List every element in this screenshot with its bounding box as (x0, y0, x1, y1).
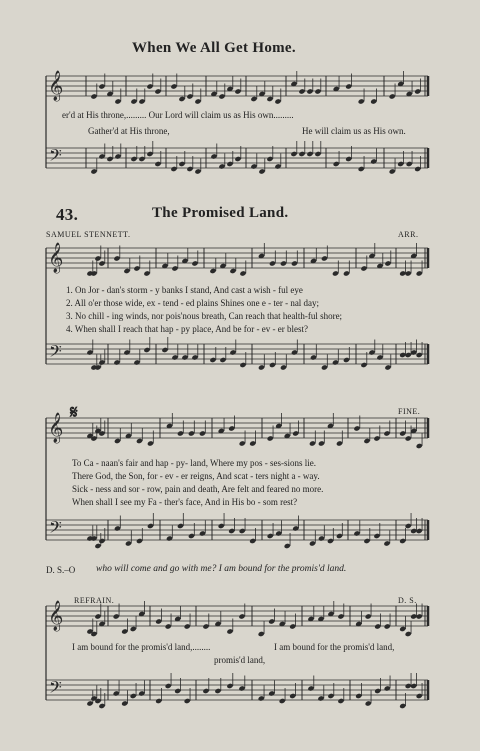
treble-clef-icon: 𝄞 (48, 413, 64, 443)
bass-clef-icon: 𝄢 (49, 341, 62, 365)
verse-line: Sick - ness and sor - row, pain and death, Are felt and feared no more. (72, 484, 324, 494)
segno-icon: 𝄋 (70, 402, 78, 423)
treble-clef-icon: 𝄞 (48, 71, 64, 101)
verse-line: 4. When shall I reach that hap - py place, And be for - ev - er blest? (66, 324, 308, 334)
verse-line: 3. No chill - ing winds, nor pois'nous breath, Can reach that health-ful shore; (66, 311, 343, 321)
ds-label: D. S.–O (46, 565, 76, 575)
refrain-line-1b: I am bound for the promis'd land, (274, 642, 395, 652)
bass-clef-icon: 𝄢 (49, 677, 62, 701)
hymn-number: 43. (56, 205, 79, 224)
verse-line: To Ca - naan's fair and hap - py- land, Where my pos - ses-sions lie. (72, 458, 317, 468)
bass-clef-icon: 𝄢 (49, 517, 62, 541)
verse-line: 1. On Jor - dan's storm - y banks I stand, And cast a wish - ful eye (66, 285, 303, 295)
bass-clef-icon: 𝄢 (49, 145, 62, 169)
fine-marker: FINE. (398, 407, 421, 416)
prev-hymn-title: When We All Get Home. (132, 40, 296, 56)
prev-lyric-line-2a: Gather'd at His throne, (88, 126, 170, 136)
hymn-arranger: ARR. (398, 230, 419, 239)
refrain-ds-marker: D. S. (398, 596, 417, 605)
treble-clef-icon: 𝄞 (48, 243, 64, 273)
refrain-line-1a: I am bound for the promis'd land,........ (72, 642, 211, 652)
treble-clef-icon: 𝄞 (48, 601, 64, 631)
verse-line: When shall I see my Fa - ther's face, And in His bo - som rest? (72, 497, 298, 507)
refrain-line-2: promis'd land, (214, 655, 266, 665)
verse-line: There God, the Son, for - ev - er reigns, And scat - ters night a - way. (72, 471, 320, 481)
prev-lyric-line-2b: He will claim us as His own. (302, 126, 406, 136)
ds-text: who will come and go with me? I am bound for the promis'd land. (96, 564, 347, 574)
refrain-label: REFRAIN. (74, 596, 115, 605)
hymn-author: SAMUEL STENNETT. (46, 230, 131, 239)
prev-lyric-line-1: er'd at His throne,......... Our Lord will claim us as His own......... (62, 110, 294, 120)
hymn-title: The Promised Land. (152, 205, 289, 221)
verse-line: 2. All o'er those wide, ex - tend - ed plains Shines one e - ter - nal day; (66, 298, 320, 308)
